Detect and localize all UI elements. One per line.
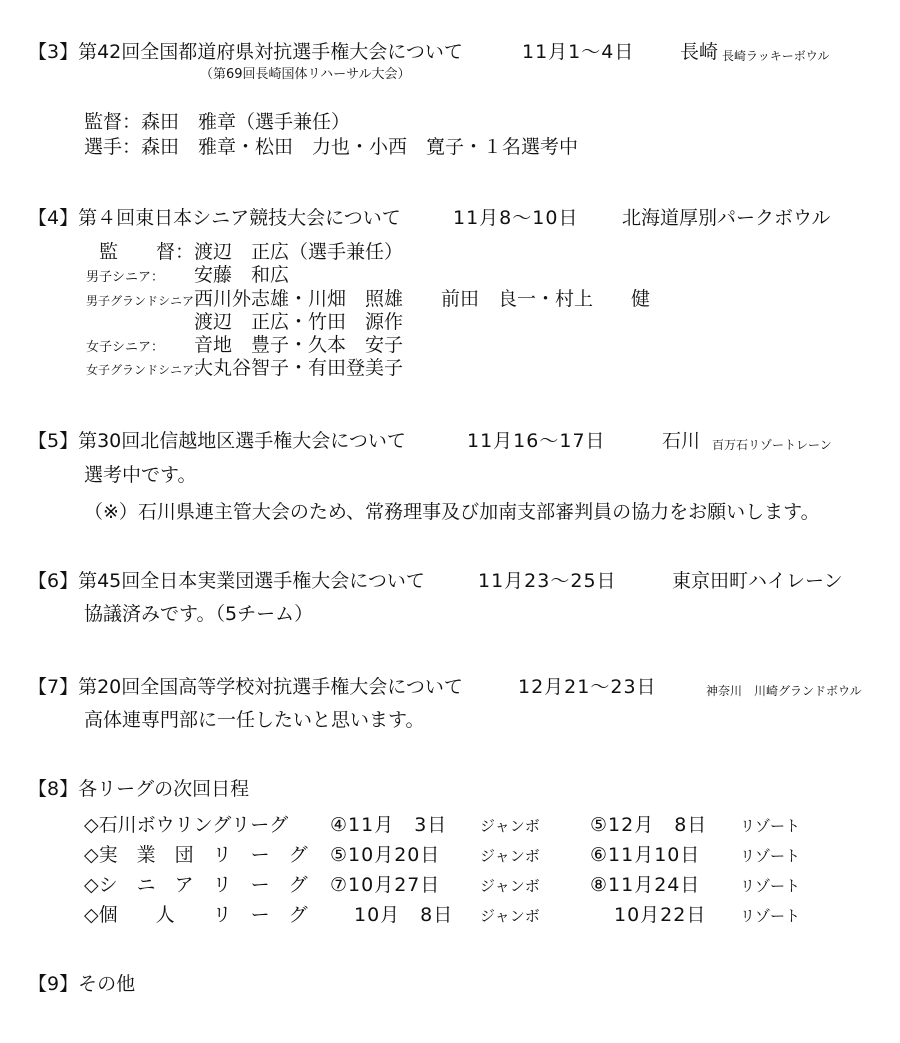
section-5-date: 11月16～17日 (467, 430, 606, 452)
section-4-place: 北海道厚別パークボウル (622, 207, 831, 229)
section-7-note-1: 高体連専門部に一任したいと思います。 (84, 709, 425, 731)
section-4-heading (28, 206, 401, 230)
section-7-venue: 神奈川 川崎グランドボウル (706, 684, 862, 698)
section-6-place: 東京田町ハイレーン (672, 570, 843, 592)
section-9-title: その他 (78, 973, 136, 995)
section-3-number: 【3】 (28, 41, 79, 63)
section-4-date: 11月8～10日 (453, 207, 579, 229)
league-venue-2: リゾート (740, 907, 801, 925)
section-8-heading (28, 777, 249, 801)
section-4-title: 第４回東日本シニア競技大会について (78, 207, 401, 229)
row-value: 音地 豊子・久本 安子 (194, 334, 404, 356)
row-label: 女子シニア： (86, 340, 165, 355)
section-4-row (86, 263, 289, 290)
manager-value: 森田 雅章（選手兼任） (141, 111, 351, 133)
section-9-number: 【9】 (28, 973, 79, 995)
league-name: ◇石川ボウリングリーグ (84, 814, 289, 836)
players-value: 森田 雅章・松田 力也・小西 寛子・１名選考中 (141, 136, 579, 158)
league-name: ◇実 業 団 リ ー グ (84, 844, 308, 866)
league-venue-1: ジャンボ (480, 817, 540, 835)
row-value: 渡辺 正広（選手兼任） (194, 241, 404, 263)
section-5-number: 【5】 (28, 430, 79, 452)
league-date-1: ⑤10月20日 (330, 844, 441, 866)
league-row (84, 843, 800, 868)
section-3-players (84, 135, 578, 159)
section-7-heading (28, 675, 463, 699)
section-6-title: 第45回全日本実業団選手権大会について (78, 570, 425, 592)
section-5-note-1: 選考中です。 (84, 464, 197, 486)
league-date-2: ⑥11月10日 (590, 844, 701, 866)
row-label: 監 督： (98, 241, 194, 263)
league-venue-1: ジャンボ (480, 907, 540, 925)
league-venue-1: ジャンボ (480, 877, 540, 895)
league-date-2: ⑧11月24日 (590, 874, 701, 896)
league-name: ◇個 人 リ ー グ (84, 904, 308, 926)
row-label: 男子シニア： (86, 270, 165, 285)
section-8-number: 【8】 (28, 778, 79, 800)
league-name: ◇シ ニ ア リ ー グ (84, 874, 308, 896)
league-venue-2: リゾート (740, 847, 801, 865)
section-4-row (86, 356, 403, 382)
league-date-1: 10月 8日 (354, 904, 454, 926)
row-value: 渡辺 正広・竹田 源作 (194, 311, 404, 333)
league-date-1: ④11月 3日 (330, 814, 448, 836)
league-date-1: ⑦10月27日 (330, 874, 441, 896)
row-label: 男子グランドシニア： (86, 294, 207, 308)
section-5-place: 石川 (662, 430, 701, 452)
league-date-2: 10月22日 (614, 904, 707, 926)
league-venue-2: リゾート (740, 877, 801, 895)
section-7-number: 【7】 (28, 676, 79, 698)
section-4-number: 【4】 (28, 207, 79, 229)
section-3-place: 長崎 (680, 41, 719, 63)
section-3-venue: 長崎ラッキーボウル (722, 49, 830, 63)
section-7-title: 第20回全国高等学校対抗選手権大会について (78, 676, 463, 698)
section-6-heading (28, 569, 425, 593)
section-4-row (86, 240, 403, 264)
section-6-note-1: 協議済みです。（5チーム） (84, 603, 314, 625)
section-4-row (86, 310, 403, 334)
section-6-number: 【6】 (28, 570, 79, 592)
section-3-date: 11月1～4日 (522, 41, 635, 63)
section-3-heading (28, 40, 463, 64)
manager-label: 監督： (84, 111, 142, 133)
section-5-note-2: （※）石川県連主管大会のため、常務理事及び加南支部審判員の協力をお願いします。 (84, 501, 820, 523)
league-row (84, 873, 800, 898)
section-5-heading (28, 429, 406, 453)
section-9-heading (28, 972, 135, 996)
section-3-title: 第42回全国都道府県対抗選手権大会について (78, 41, 463, 63)
row-label: 女子グランドシニア： (86, 363, 207, 377)
section-3-subtitle: （第69回長崎国体リハーサル大会） (200, 67, 411, 82)
section-8-title: 各リーグの次回日程 (78, 778, 250, 800)
section-5-venue: 百万石リゾートレーン (712, 438, 832, 452)
row-value: 西川外志雄・川畑 照雄 前田 良一・村上 健 (194, 288, 651, 310)
section-3-manager (84, 110, 350, 134)
section-7-date: 12月21～23日 (518, 676, 657, 698)
row-value: 安藤 和広 (194, 264, 290, 286)
players-label: 選手： (84, 136, 142, 158)
league-date-2: ⑤12月 8日 (590, 814, 708, 836)
section-6-date: 11月23～25日 (478, 570, 617, 592)
section-5-title: 第30回北信越地区選手権大会について (78, 430, 406, 452)
league-venue-1: ジャンボ (480, 847, 540, 865)
league-venue-2: リゾート (740, 817, 801, 835)
league-row (84, 903, 800, 928)
row-value: 大丸谷智子・有田登美子 (194, 357, 404, 379)
league-row (84, 813, 800, 838)
